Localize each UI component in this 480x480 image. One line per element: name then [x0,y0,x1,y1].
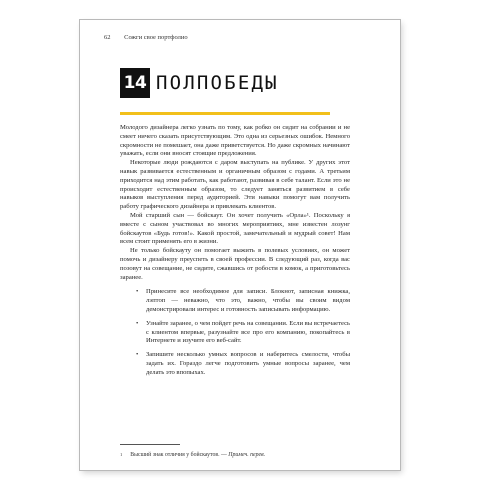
list-item [136,288,350,314]
book-title: Сожги свое портфолио [124,34,188,41]
footnote-translator-note: Примеч. перев. [228,452,266,458]
footnote-mark: 1 [120,452,123,457]
bullet-icon: • [136,319,139,327]
bullet-icon: • [136,351,139,359]
bullet-list [120,288,350,377]
footnote-rule [120,444,180,445]
page-number: 62 [104,34,111,41]
paragraph: Молодого дизайнера легко узнать по тому, как робко он сидит на собрании и не смеет ничего сказать присутствующим. Это одна из серьезных ошибок. Немного скромности не помешает, она даже приветствуется. Но даже скромных начинают уважать, если они вносят стоящие предложения. [120,124,350,158]
chapter-heading [120,66,279,100]
chapter-number-badge: 14 [120,68,150,98]
paragraph: Не только бойскауту он помогает выжить в полевых условиях, он может помочь и дизайнеру преуспеть в своей профессии. В следующий раз, когда вас позовут на совещание, не сидите, сжавшись от робости в комок, а приготовьтесь заранее. [120,247,350,281]
footnote-text: Высший знак отличия у бойскаутов. — [130,452,229,458]
list-item [136,351,350,377]
list-item [136,320,350,346]
chapter-accent-rule [120,112,330,115]
paragraph: Некоторые люди рождаются с даром выступать на публике. У других этот навык развивается естественным и органичным образом с годами. А третьим приходится над этим работать, как работают, развивая в себе талант. Если это не происходит естественным образом, то следует заняться развитием в себе навыков выступления перед аудиторией. Эти навыки помогут вам получить работу графического дизайнера и привлекать клиентов. [120,159,350,211]
book-page [80,20,400,470]
list-item-text: Принесите все необходимое для записи. Блокнот, записная книжка, лэптоп — неважно, что это, важно, чтобы вы своим видом демонстрировали интерес и готовность записывать информацию. [146,288,350,313]
body-text [120,124,350,383]
paragraph: Мой старший сын — бойскаут. Он хочет получить «Орла»¹. Поскольку я вместе с сыном участвовал во многих мероприятиях, мне известен лозунг бойскаутов «Будь готов!». Какой простой, замечательный и мудрый совет! Нам всем стоит применять его в жизни. [120,211,350,246]
chapter-title: ПОЛПОБЕДЫ [156,72,279,94]
list-item-text: Узнайте заранее, о чем пойдет речь на совещании. Если вы встречаетесь с клиентом впервые, разузнайте все про его компанию, покопайтесь в Интернете и изучите его веб-сайт. [146,319,350,345]
running-head [104,34,188,41]
bullet-icon: • [136,288,139,296]
footnote [120,452,265,458]
list-item-text: Запишите несколько умных вопросов и наберитесь смелости, чтобы задать их. Гораздо легче подготовить умные вопросы заранее, чем делать это впопыхах. [146,351,350,376]
